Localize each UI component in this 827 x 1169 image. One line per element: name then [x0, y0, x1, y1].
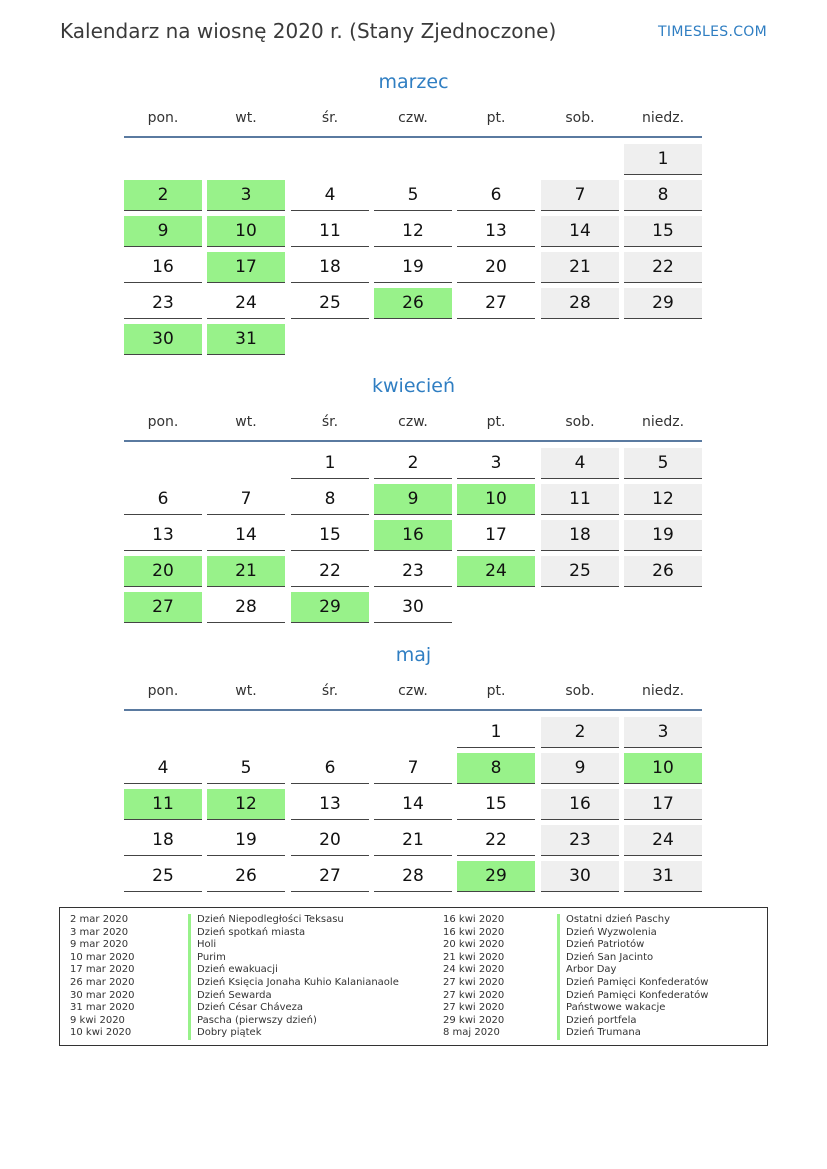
- day-cell[interactable]: 12: [374, 216, 452, 247]
- day-cell[interactable]: 9: [541, 753, 619, 784]
- day-cell[interactable]: 15: [291, 520, 369, 551]
- day-cell[interactable]: 24: [207, 288, 285, 319]
- weekday-label: czw.: [398, 683, 428, 699]
- day-cell[interactable]: 31: [207, 324, 285, 355]
- legend-holiday-name: Dzień Pamięci Konfederatów: [557, 977, 708, 990]
- day-cell[interactable]: 29: [457, 861, 535, 892]
- legend-dates-right: [443, 914, 504, 1040]
- weekday-label: pt.: [486, 110, 506, 126]
- brand-logo[interactable]: TIMESLES.COM: [658, 24, 767, 40]
- day-cell[interactable]: 11: [124, 789, 202, 820]
- day-cell[interactable]: 5: [374, 180, 452, 211]
- day-cell[interactable]: 30: [124, 324, 202, 355]
- weekday-label: pon.: [147, 414, 179, 430]
- legend-holiday-name: Dzień ewakuacji: [188, 964, 399, 977]
- weekday-label: sob.: [565, 683, 595, 699]
- day-cell[interactable]: 10: [207, 216, 285, 247]
- legend-holiday-date: 10 kwi 2020: [70, 1027, 132, 1039]
- day-cell[interactable]: 19: [207, 825, 285, 856]
- weekday-label: czw.: [398, 414, 428, 430]
- day-cell[interactable]: 23: [541, 825, 619, 856]
- weekday-label: pon.: [147, 683, 179, 699]
- day-cell[interactable]: 5: [624, 448, 702, 479]
- day-cell[interactable]: 8: [624, 180, 702, 211]
- day-cell[interactable]: 3: [457, 448, 535, 479]
- day-cell[interactable]: 14: [207, 520, 285, 551]
- day-cell[interactable]: 16: [124, 252, 202, 283]
- day-cell[interactable]: 29: [291, 592, 369, 623]
- day-cell[interactable]: 3: [624, 717, 702, 748]
- day-cell[interactable]: 12: [624, 484, 702, 515]
- legend-holiday-name: Państwowe wakacje: [557, 1002, 708, 1015]
- legend-holiday-date: 3 mar 2020: [70, 926, 129, 938]
- legend-holiday-name: Dobry piątek: [188, 1027, 399, 1040]
- day-cell[interactable]: 15: [457, 789, 535, 820]
- legend-holiday-date: 30 mar 2020: [70, 989, 135, 1001]
- legend-holiday-name: Dzień portfela: [557, 1015, 708, 1028]
- day-cell[interactable]: 1: [457, 717, 535, 748]
- day-cell[interactable]: 14: [374, 789, 452, 820]
- legend-holiday-name: Dzień Niepodległości Teksasu: [188, 914, 399, 927]
- legend-holiday-name: Pascha (pierwszy dzień): [188, 1015, 399, 1028]
- day-cell[interactable]: 28: [207, 592, 285, 623]
- legend-holiday-date: 27 kwi 2020: [443, 1002, 505, 1014]
- day-cell[interactable]: 20: [291, 825, 369, 856]
- day-cell[interactable]: 29: [624, 288, 702, 319]
- weekday-label: sob.: [565, 110, 595, 126]
- day-cell[interactable]: 1: [291, 448, 369, 479]
- day-cell[interactable]: 21: [541, 252, 619, 283]
- day-cell[interactable]: 1: [624, 144, 702, 175]
- day-cell[interactable]: 23: [124, 288, 202, 319]
- weekday-label: wt.: [235, 683, 257, 699]
- day-cell[interactable]: 7: [374, 753, 452, 784]
- holiday-legend: [59, 907, 768, 1046]
- day-cell[interactable]: 3: [207, 180, 285, 211]
- legend-holiday-name: Dzień Księcia Jonaha Kuhio Kalanianaole: [188, 977, 399, 990]
- day-cell[interactable]: 23: [374, 556, 452, 587]
- day-cell[interactable]: 8: [291, 484, 369, 515]
- day-cell[interactable]: 11: [541, 484, 619, 515]
- legend-holiday-date: 16 kwi 2020: [443, 914, 505, 925]
- day-cell[interactable]: 27: [291, 861, 369, 892]
- day-cell[interactable]: 8: [457, 753, 535, 784]
- month-title: marzec: [378, 71, 449, 93]
- day-cell[interactable]: 28: [374, 861, 452, 892]
- day-cell[interactable]: 24: [457, 556, 535, 587]
- day-cell[interactable]: 18: [291, 252, 369, 283]
- legend-holiday-date: 27 kwi 2020: [443, 976, 505, 988]
- day-cell[interactable]: 9: [124, 216, 202, 247]
- legend-holiday-date: 27 kwi 2020: [443, 989, 505, 1001]
- legend-holiday-date: 2 mar 2020: [70, 914, 129, 925]
- weekday-label: niedz.: [641, 683, 685, 699]
- weekday-label: niedz.: [641, 414, 685, 430]
- weekday-label: pt.: [486, 414, 506, 430]
- legend-holiday-name: Holi: [188, 939, 399, 952]
- weekday-label: pt.: [486, 683, 506, 699]
- month-divider: [124, 440, 702, 442]
- day-cell[interactable]: 2: [374, 448, 452, 479]
- day-cell[interactable]: 13: [291, 789, 369, 820]
- day-cell[interactable]: 26: [207, 861, 285, 892]
- month-divider: [124, 136, 702, 138]
- day-cell[interactable]: 4: [291, 180, 369, 211]
- legend-holiday-date: 29 kwi 2020: [443, 1014, 505, 1026]
- legend-holiday-name: Dzień Pamięci Konfederatów: [557, 990, 708, 1003]
- day-cell[interactable]: 21: [207, 556, 285, 587]
- day-cell[interactable]: 13: [457, 216, 535, 247]
- day-cell[interactable]: 16: [374, 520, 452, 551]
- day-cell[interactable]: 31: [624, 861, 702, 892]
- day-cell[interactable]: 19: [374, 252, 452, 283]
- day-cell[interactable]: 22: [457, 825, 535, 856]
- day-cell[interactable]: 6: [291, 753, 369, 784]
- day-cell[interactable]: 27: [457, 288, 535, 319]
- weekday-label: wt.: [235, 110, 257, 126]
- day-cell[interactable]: 17: [207, 252, 285, 283]
- weekday-header: [124, 414, 702, 434]
- day-cell[interactable]: 26: [624, 556, 702, 587]
- day-cell[interactable]: 13: [124, 520, 202, 551]
- legend-holiday-date: 16 kwi 2020: [443, 926, 505, 938]
- day-cell[interactable]: 2: [541, 717, 619, 748]
- day-cell[interactable]: 18: [541, 520, 619, 551]
- legend-holiday-name: Purim: [188, 952, 399, 965]
- day-cell[interactable]: 30: [374, 592, 452, 623]
- legend-holiday-date: 26 mar 2020: [70, 976, 135, 988]
- legend-names-left: [188, 914, 399, 1040]
- day-cell[interactable]: 5: [207, 753, 285, 784]
- day-cell[interactable]: 20: [124, 556, 202, 587]
- day-cell[interactable]: 24: [624, 825, 702, 856]
- day-cell[interactable]: 17: [624, 789, 702, 820]
- legend-holiday-date: 24 kwi 2020: [443, 964, 505, 976]
- day-cell[interactable]: 4: [541, 448, 619, 479]
- legend-holiday-date: 10 mar 2020: [70, 951, 135, 963]
- day-cell[interactable]: 7: [541, 180, 619, 211]
- weekday-label: śr.: [321, 683, 339, 699]
- month-title: maj: [395, 644, 432, 666]
- legend-holiday-name: Dzień spotkań miasta: [188, 927, 399, 940]
- day-cell[interactable]: 25: [124, 861, 202, 892]
- weekday-label: sob.: [565, 414, 595, 430]
- day-cell[interactable]: 30: [541, 861, 619, 892]
- legend-holiday-date: 31 mar 2020: [70, 1002, 135, 1014]
- legend-holiday-date: 9 mar 2020: [70, 939, 129, 951]
- day-cell[interactable]: 26: [374, 288, 452, 319]
- day-cell[interactable]: 19: [624, 520, 702, 551]
- day-cell[interactable]: 7: [207, 484, 285, 515]
- legend-dates-left: [70, 914, 135, 1040]
- day-cell[interactable]: 12: [207, 789, 285, 820]
- weekday-header: [124, 683, 702, 703]
- day-cell[interactable]: 10: [457, 484, 535, 515]
- day-cell[interactable]: 2: [124, 180, 202, 211]
- day-cell[interactable]: 22: [624, 252, 702, 283]
- month-title: kwiecień: [372, 375, 455, 397]
- day-cell[interactable]: 16: [541, 789, 619, 820]
- day-cell[interactable]: 22: [291, 556, 369, 587]
- weekday-header: [124, 110, 702, 130]
- legend-names-right: [557, 914, 708, 1040]
- month-divider: [124, 709, 702, 711]
- day-cell[interactable]: 27: [124, 592, 202, 623]
- weekday-label: niedz.: [641, 110, 685, 126]
- legend-holiday-name: Dzień César Cháveza: [188, 1002, 399, 1015]
- legend-holiday-name: Dzień Trumana: [557, 1027, 708, 1040]
- day-cell[interactable]: 28: [541, 288, 619, 319]
- weekday-label: czw.: [398, 110, 428, 126]
- legend-holiday-name: Dzień Sewarda: [188, 990, 399, 1003]
- legend-holiday-name: Arbor Day: [557, 964, 708, 977]
- day-cell[interactable]: 25: [291, 288, 369, 319]
- day-cell[interactable]: 10: [624, 753, 702, 784]
- legend-holiday-name: Dzień Wyzwolenia: [557, 927, 708, 940]
- day-cell[interactable]: 20: [457, 252, 535, 283]
- legend-holiday-name: Dzień San Jacinto: [557, 952, 708, 965]
- legend-holiday-date: 20 kwi 2020: [443, 939, 505, 951]
- weekday-label: śr.: [321, 414, 339, 430]
- legend-holiday-date: 21 kwi 2020: [443, 951, 505, 963]
- weekday-label: wt.: [235, 414, 257, 430]
- day-cell[interactable]: 17: [457, 520, 535, 551]
- weekday-label: pon.: [147, 110, 179, 126]
- legend-holiday-date: 17 mar 2020: [70, 964, 135, 976]
- day-cell[interactable]: 18: [124, 825, 202, 856]
- legend-holiday-date: 8 maj 2020: [443, 1027, 500, 1039]
- day-cell[interactable]: 9: [374, 484, 452, 515]
- page-title: Kalendarz na wiosnę 2020 r. (Stany Zjednoczone): [60, 19, 557, 43]
- day-cell[interactable]: 14: [541, 216, 619, 247]
- legend-holiday-name: Ostatni dzień Paschy: [557, 914, 708, 927]
- day-cell[interactable]: 6: [457, 180, 535, 211]
- day-cell[interactable]: 15: [624, 216, 702, 247]
- day-cell[interactable]: 4: [124, 753, 202, 784]
- day-cell[interactable]: 6: [124, 484, 202, 515]
- legend-holiday-name: Dzień Patriotów: [557, 939, 708, 952]
- legend-holiday-date: 9 kwi 2020: [70, 1014, 125, 1026]
- day-cell[interactable]: 11: [291, 216, 369, 247]
- day-cell[interactable]: 21: [374, 825, 452, 856]
- weekday-label: śr.: [321, 110, 339, 126]
- day-cell[interactable]: 25: [541, 556, 619, 587]
